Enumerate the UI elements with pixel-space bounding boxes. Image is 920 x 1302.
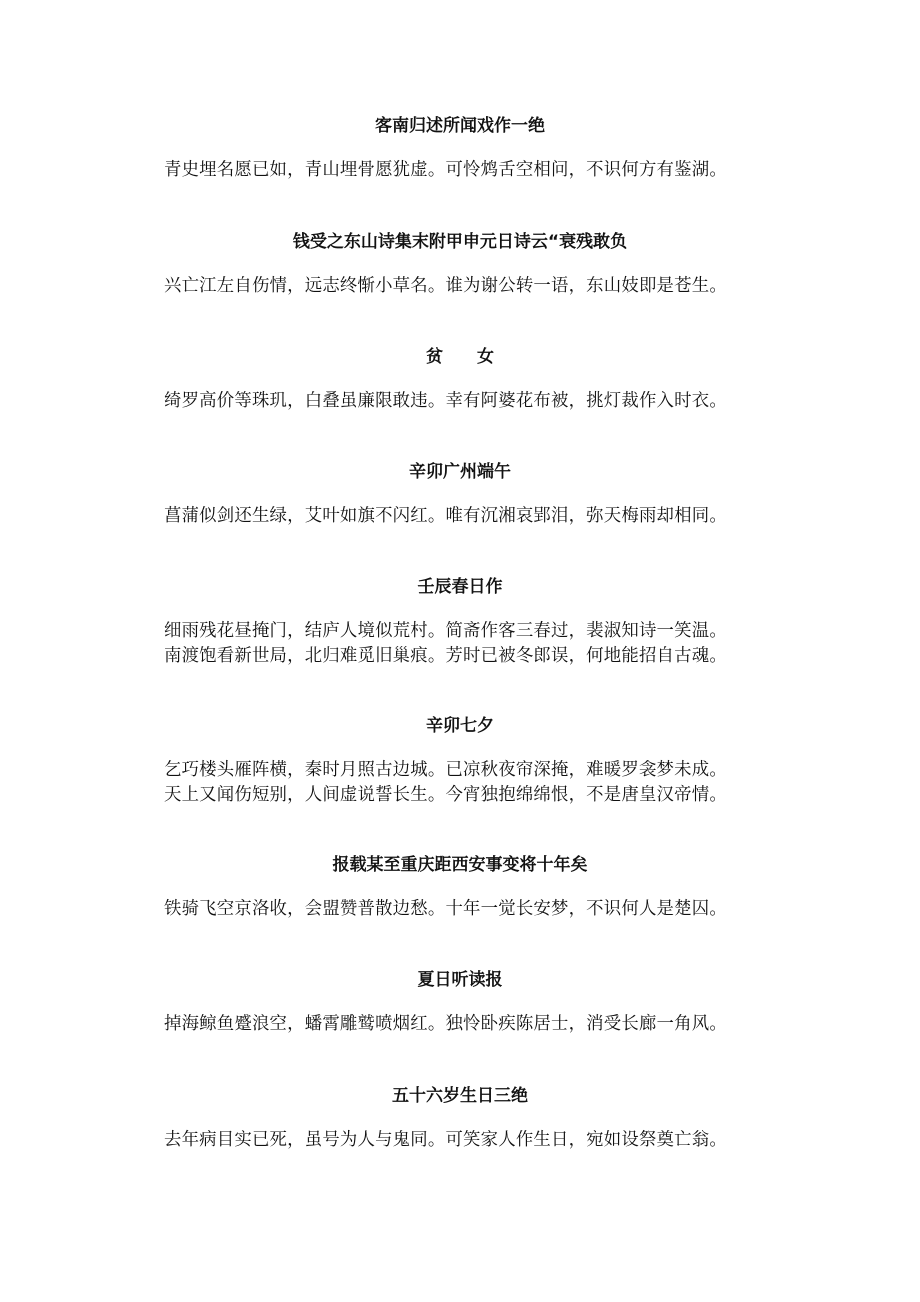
poem-title: 壬辰春日作 [417, 577, 503, 597]
poem-title: 贫 女 [426, 347, 494, 367]
poem-title: 辛卯七夕 [426, 716, 494, 736]
poem-line: 乞巧楼头雁阵横，秦时月照古边城。已凉秋夜帘深掩，难暖罗衾梦未成。 [164, 760, 727, 780]
poem-line: 绮罗高价等珠玑，白叠虽廉限敢违。幸有阿婆花布被，挑灯裁作入时衣。 [164, 391, 727, 411]
poem-title: 辛卯广州端午 [409, 462, 511, 482]
poem-line: 去年病目实已死，虽号为人与鬼同。可笑家人作生日，宛如设祭奠亡翁。 [164, 1130, 727, 1150]
poem-line: 铁骑飞空京洛收，会盟赞普散边愁。十年一觉长安梦，不识何人是楚囚。 [164, 899, 727, 919]
poem-line: 兴亡江左自伤情，远志终惭小草名。谁为谢公转一语，东山妓即是苍生。 [164, 276, 727, 296]
poem-title: 钱受之东山诗集末附甲申元日诗云“衰残敢负 [292, 232, 628, 252]
poem-line: 南渡饱看新世局，北归难觅旧巢痕。芳时已被冬郎误，何地能招自古魂。 [164, 646, 727, 666]
poem-line: 菖蒲似剑还生绿，艾叶如旗不闪红。唯有沉湘哀郢泪，弥天梅雨却相同。 [164, 506, 727, 526]
poem-title: 客南归述所闻戏作一绝 [375, 116, 545, 136]
poem-title: 夏日听读报 [417, 970, 503, 990]
poem-line: 掉海鲸鱼蹙浪空，蟠霄雕鹫喷烟红。独怜卧疾陈居士，消受长廊一角风。 [164, 1014, 727, 1034]
poem-line: 天上又闻伤短别，人间虚说誓长生。今宵独抱绵绵恨，不是唐皇汉帝情。 [164, 785, 727, 805]
poem-line: 细雨残花昼掩门，结庐人境似荒村。简斋作客三春过，裴淑知诗一笑温。 [164, 621, 727, 641]
poem-title: 报载某至重庆距西安事变将十年矣 [332, 855, 588, 875]
poem-title: 五十六岁生日三绝 [392, 1086, 528, 1106]
poem-line: 青史埋名愿已如，青山埋骨愿犹虚。可怜鸩舌空相问，不识何方有鉴湖。 [164, 160, 727, 180]
